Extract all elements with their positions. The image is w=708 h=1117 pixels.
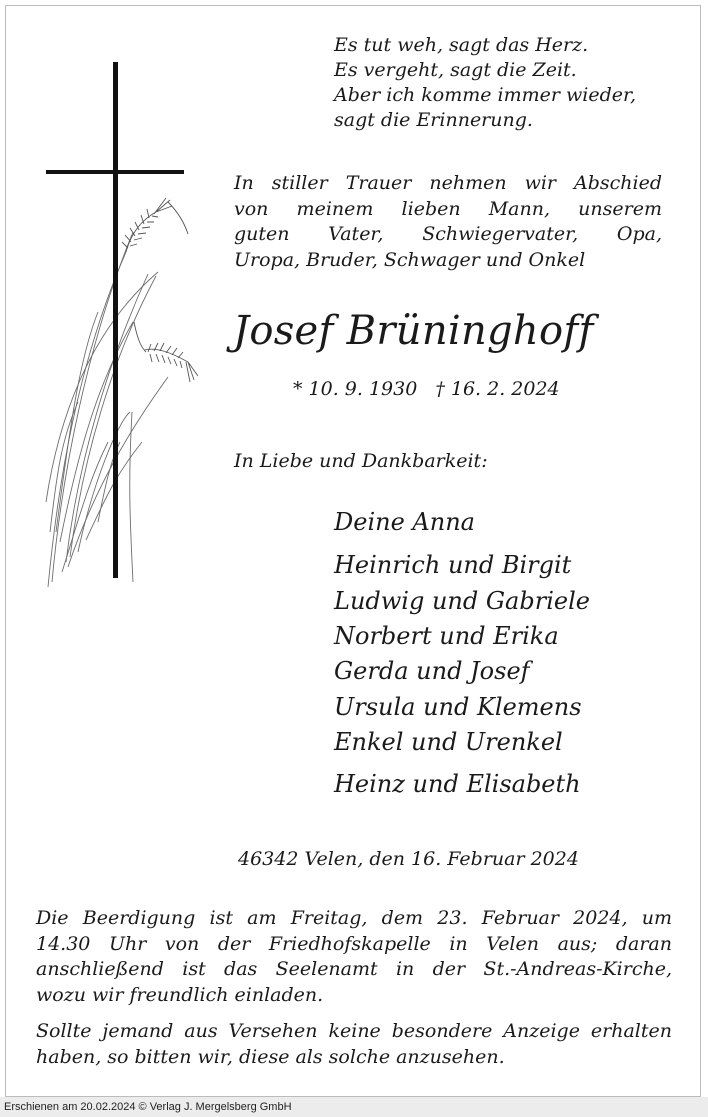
intro-line: In stiller Trauer nehmen wir Abschied — [234, 172, 662, 194]
life-dates — [293, 376, 560, 402]
poem-line: Aber ich komme immer wieder, — [334, 84, 637, 106]
family-member: Enkel und Urenkel — [334, 728, 563, 756]
poem-line: Es tut weh, sagt das Herz. — [334, 34, 589, 56]
publication-footer: Erschienen am 20.02.2024 © Verlag J. Mergelsberg GmbH — [0, 1097, 708, 1117]
intro-line: von meinem lieben Mann, unserem — [234, 197, 662, 220]
family-member: Gerda und Josef — [334, 657, 530, 685]
funeral-line: wozu wir freundlich einladen. — [36, 983, 324, 1006]
intro-text — [234, 171, 662, 273]
deceased-name: Josef Brüninghoff — [233, 308, 594, 354]
family-member: Heinrich und Birgit — [334, 551, 572, 579]
funeral-info — [36, 906, 672, 1008]
family-member: Norbert und Erika — [334, 622, 559, 650]
family-member: Heinz und Elisabeth — [334, 770, 581, 798]
family-member: Ursula und Klemens — [334, 693, 582, 721]
poem-line: Es vergeht, sagt die Zeit. — [334, 59, 577, 81]
family-member: Ludwig und Gabriele — [334, 587, 590, 615]
poem-line: sagt die Erinnerung. — [334, 109, 533, 131]
cross-icon — [38, 62, 198, 592]
intro-line: Uropa, Bruder, Schwager und Onkel — [234, 248, 586, 271]
family-member: Deine Anna — [334, 508, 475, 536]
notice-line: Sollte jemand aus Versehen keine besondere Anzeige erhalten — [36, 1020, 672, 1042]
wheat-icon — [46, 232, 168, 587]
place-date: 46342 Velen, den 16. Februar 2024 — [238, 848, 579, 870]
birth-date: * 10. 9. 1930 — [293, 378, 418, 400]
funeral-line: 14.30 Uhr von der Friedhofskapelle in Velen aus; daran — [36, 932, 672, 955]
funeral-line: anschließend ist das Seelenamt in der St.-Andreas-Kirche, — [36, 958, 672, 980]
funeral-line: Die Beerdigung ist am Freitag, dem 23. Februar 2024, um — [36, 907, 672, 929]
notice-line: haben, so bitten wir, diese als solche anzusehen. — [36, 1045, 505, 1068]
poem — [334, 33, 636, 133]
thanks-heading: In Liebe und Dankbarkeit: — [234, 450, 488, 472]
intro-line: guten Vater, Schwiegervater, Opa, — [234, 223, 662, 245]
notice-text — [36, 1019, 672, 1070]
death-date: † 16. 2. 2024 — [435, 378, 560, 400]
